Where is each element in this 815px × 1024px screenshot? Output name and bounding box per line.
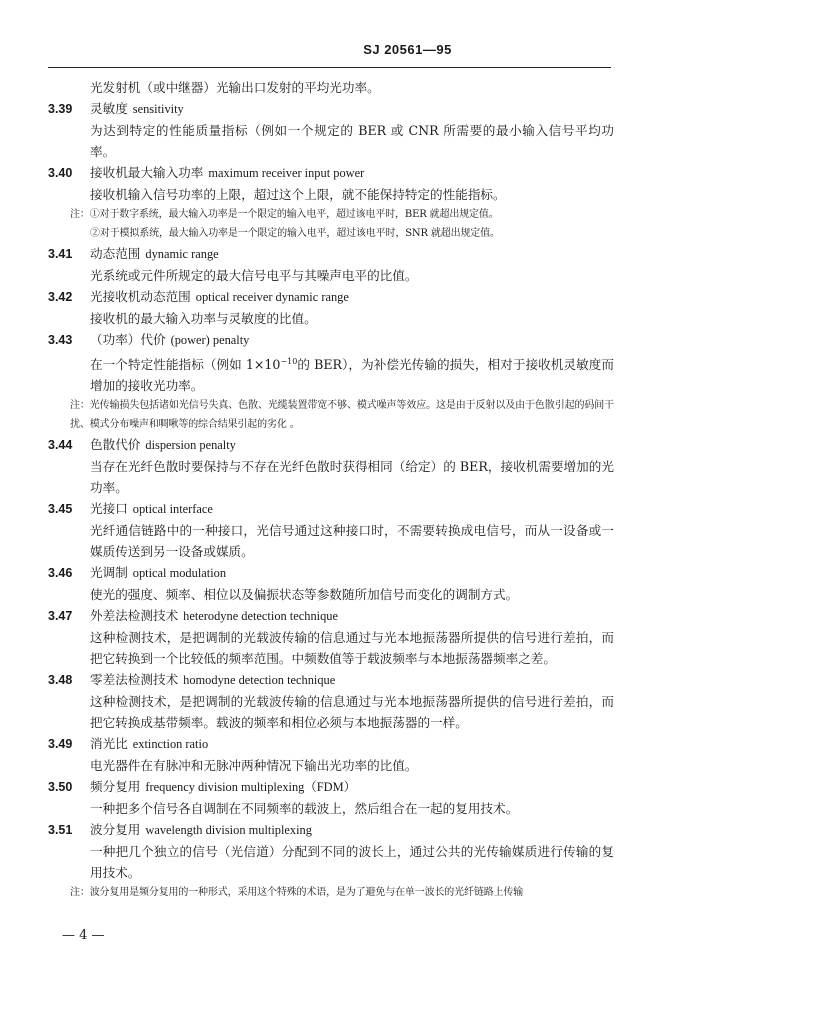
definition-part: 的 BER），为补偿光传输的损失，相对于接收机灵敏度而增加的接收光功率。 xyxy=(90,357,614,394)
header-rule xyxy=(48,67,611,68)
term-en: maximum receiver input power xyxy=(208,166,365,180)
term-en: optical receiver dynamic range xyxy=(195,290,349,304)
term-zh: 波分复用 xyxy=(90,822,141,838)
exponent: −10 xyxy=(280,357,298,366)
term-en: dynamic range xyxy=(145,247,219,261)
term-entry-3-39 xyxy=(48,98,614,162)
definition-part: 在一个特定性能指标（例如 1×10 xyxy=(90,357,281,373)
term-definition: 这种检测技术，是把调制的光载波传输的信息通过与光本地振荡器所提供的信号进行差拍，而把它转换到一个比较低的频率范围。中频数值等于载波频率与本地振荡器频率之差。 xyxy=(90,630,614,667)
term-definition: 光系统或元件所规定的最大信号电平与其噪声电平的比值。 xyxy=(90,268,418,283)
term-number: 3.47 xyxy=(48,609,73,624)
term-number: 3.40 xyxy=(48,166,73,180)
term-definition xyxy=(90,351,614,396)
term-zh: 光接收机动态范围 xyxy=(90,289,191,304)
term-note: 注：光传输损失包括诸如光信号失真、色散、光缆装置带宽不够、模式噪声等效应。这是由于反射以及由于色散引起的码间干扰、模式分布噪声和啁啾等的综合结果引起的劣化 。 xyxy=(70,400,614,431)
term-definition: 当存在光纤色散时要保持与不存在光纤色散时获得相同（给定）的 BER，接收机需要增加的光功率。 xyxy=(90,459,614,496)
term-definition: 一种把几个独立的信号（光信道）分配到不同的波长上，通过公共的光传输媒质进行传输的复用技术。 xyxy=(90,844,614,881)
term-entry-3-43 xyxy=(48,329,614,434)
page-header: SJ 20561—95 xyxy=(363,42,452,57)
term-en: homodyne detection technique xyxy=(183,673,336,688)
term-en: heterodyne detection technique xyxy=(183,609,338,624)
document-body xyxy=(48,77,614,902)
page-number: — 4 — xyxy=(62,928,105,943)
term-note: 注：波分复用是频分复用的一种形式，采用这个特殊的术语，是为了避免与在单一波长的光纤链路上传输 xyxy=(70,887,524,899)
term-definition: 为达到特定的性能质量指标（例如一个规定的 BER 或 CNR 所需要的最小输入信号平均功率。 xyxy=(90,123,614,159)
term-entry-3-46 xyxy=(48,562,614,605)
term-definition: 接收机的最大输入功率与灵敏度的比值。 xyxy=(90,311,317,326)
term-entry-3-41 xyxy=(48,243,614,286)
term-entry-3-47 xyxy=(48,605,614,669)
term-entry-3-42 xyxy=(48,286,614,329)
term-number: 3.41 xyxy=(48,247,73,261)
term-en: optical modulation xyxy=(132,566,227,581)
term-entry-3-51 xyxy=(48,819,614,902)
term-definition: 一种把多个信号各自调制在不同频率的载波上，然后组合在一起的复用技术。 xyxy=(90,801,519,817)
term-definition: 这种检测技术，是把调制的光载波传输的信息通过与光本地振荡器所提供的信号进行差拍，而把它转换成基带频率。载波的频率和相位必须与本地振荡器的一样。 xyxy=(90,694,614,731)
term-en: sensitivity xyxy=(132,102,184,116)
term-entry-3-40 xyxy=(48,162,614,243)
term-en: dispersion penalty xyxy=(145,438,236,453)
term-definition: 电光器件在有脉冲和无脉冲两种情况下输出光功率的比值。 xyxy=(90,758,418,774)
term-zh: 色散代价 xyxy=(90,437,141,453)
note-1: 注：①对于数字系统，最大输入功率是一个限定的输入电平，超过该电平时，BER 就超出规定值。 xyxy=(70,209,499,220)
term-number: 3.46 xyxy=(48,566,73,581)
term-number: 3.50 xyxy=(48,780,73,795)
term-en: (power) penalty xyxy=(170,333,250,347)
term-entry-3-49 xyxy=(48,733,614,776)
term-zh: （功率）代价 xyxy=(90,332,166,347)
term-number: 3.43 xyxy=(48,333,73,347)
term-number: 3.45 xyxy=(48,502,73,517)
term-zh: 零差法检测技术 xyxy=(90,672,179,688)
term-zh: 消光比 xyxy=(90,736,128,752)
term-number: 3.42 xyxy=(48,290,73,304)
term-zh: 动态范围 xyxy=(90,246,141,261)
term-en: optical interface xyxy=(132,502,213,517)
term-definition: 接收机输入信号功率的上限，超过这个上限，就不能保持特定的性能指标。 xyxy=(90,187,506,202)
continued-text: 光发射机（或中继器）光输出口发射的平均光功率。 xyxy=(90,80,380,95)
term-entry-3-50 xyxy=(48,776,614,819)
term-number: 3.49 xyxy=(48,737,73,752)
term-en: wavelength division multiplexing xyxy=(145,823,312,838)
term-en: frequency division multiplexing（FDM） xyxy=(145,780,356,795)
note-2: ②对于模拟系统，最大输入功率是一个限定的输入电平，超过该电平时，SNR 就超出规定值。 xyxy=(90,228,500,239)
term-en: extinction ratio xyxy=(132,737,209,752)
term-zh: 频分复用 xyxy=(90,779,141,795)
term-zh: 外差法检测技术 xyxy=(90,608,179,624)
term-zh: 光调制 xyxy=(90,565,128,581)
term-entry-3-45 xyxy=(48,498,614,562)
term-definition: 使光的强度、频率、相位以及偏振状态等参数随所加信号而变化的调制方式。 xyxy=(90,587,519,603)
term-number: 3.39 xyxy=(48,102,73,116)
term-definition: 光纤通信链路中的一种接口，光信号通过这种接口时，不需要转换成电信号，而从一设备或一媒质传送到另一设备或媒质。 xyxy=(90,523,614,560)
term-entry-3-48 xyxy=(48,669,614,733)
term-number: 3.51 xyxy=(48,823,73,838)
term-zh: 接收机最大输入功率 xyxy=(90,165,204,180)
term-number: 3.44 xyxy=(48,438,73,453)
term-zh: 光接口 xyxy=(90,501,128,517)
term-zh: 灵敏度 xyxy=(90,101,128,116)
term-number: 3.48 xyxy=(48,673,73,688)
term-entry-3-44 xyxy=(48,434,614,498)
